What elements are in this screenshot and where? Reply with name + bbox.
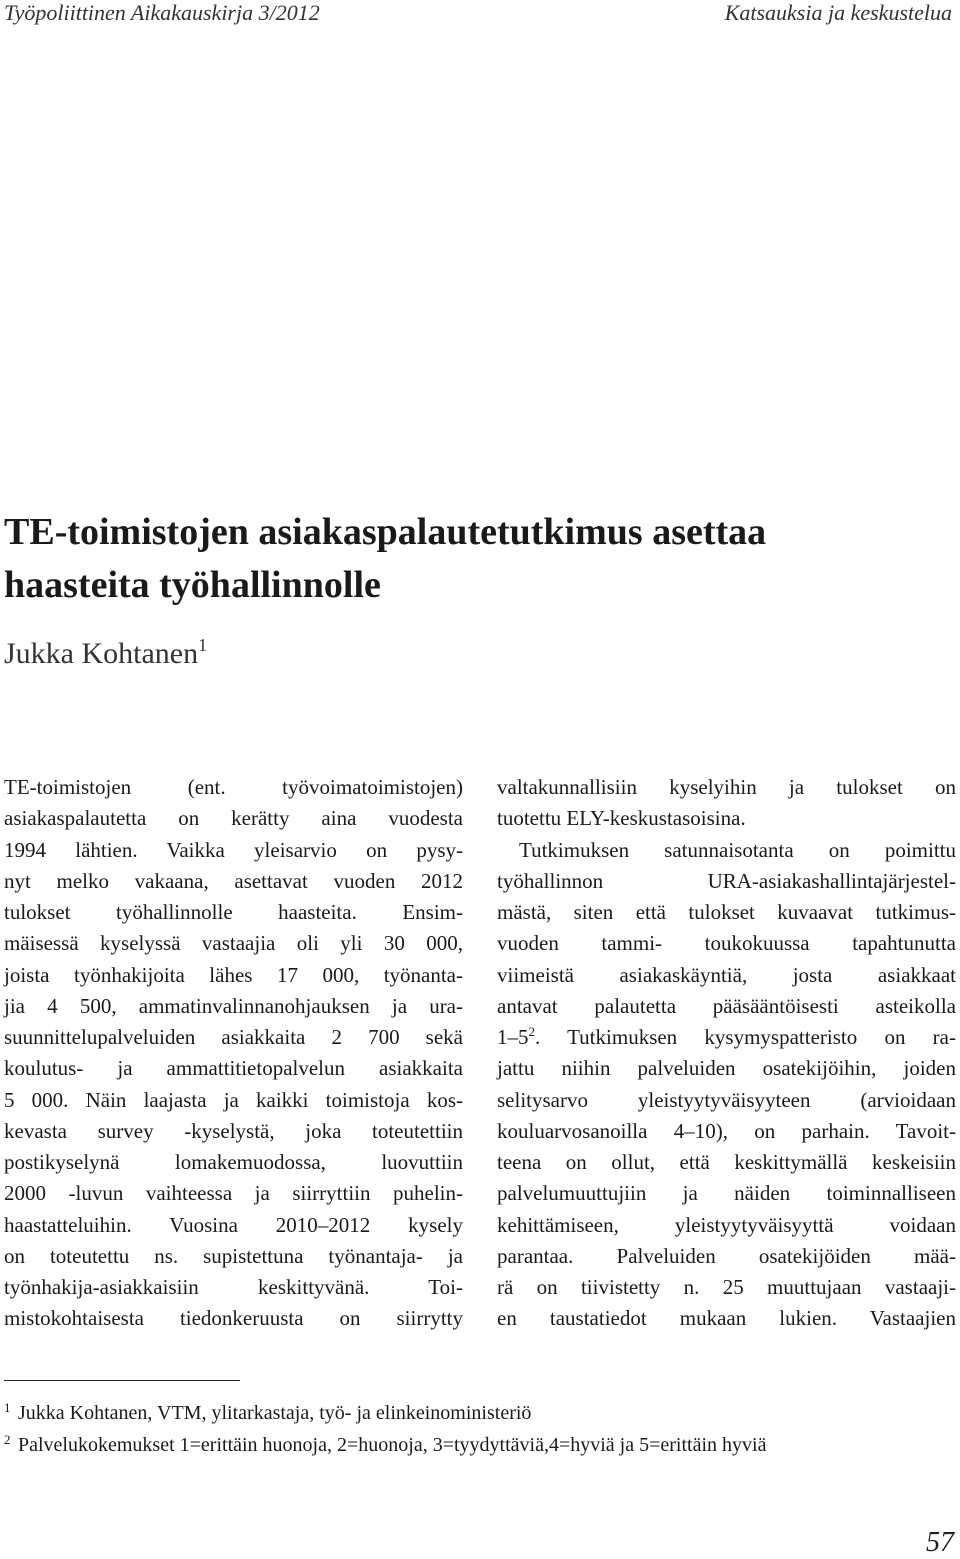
footnotes	[4, 1397, 944, 1461]
body-line: jattu niihin palveluiden osatekijöihin, joiden	[497, 1056, 956, 1081]
page-number: 57	[926, 1527, 954, 1558]
body-line: rä on tiivistetty n. 25 muuttujaan vastaaji-	[497, 1275, 956, 1299]
body-line: 5 000. Näin laajasta ja kaikki toimistoja kos-	[4, 1087, 463, 1112]
title-line: haasteita työhallinnolle	[4, 564, 381, 606]
footnote-text: Palvelukokemukset 1=erittäin huonoja, 2=huonoja, 3=tyydyttäviä,4=hyviä ja 5=erittäin hyviä	[18, 1434, 767, 1456]
body-line: joista työnhakijoita lähes 17 000, työnanta-	[4, 962, 463, 987]
body-line: on toteutettu ns. supistettuna työnantaja- ja	[4, 1243, 463, 1268]
body-line: teena on ollut, että keskittymällä keskeisiin	[497, 1150, 956, 1174]
body-line-continuation: . Tutkimuksen kysymyspatteristo on ra-	[535, 1025, 956, 1049]
body-line: Tutkimuksen satunnaisotanta on poimittu	[519, 837, 956, 862]
body-line: mistokohtaisesta tiedonkeruusta on siirrytty	[4, 1306, 463, 1331]
body-column-right	[497, 772, 956, 1335]
body-line: antavat palautetta pääsääntöisesti asteikolla	[497, 993, 956, 1018]
body-column-left	[4, 772, 463, 1335]
body-line: mästä, siten että tulokset kuvaavat tutkimus-	[497, 900, 956, 924]
body-line: kehittämiseen, yleistyytyväisyyttä voidaan	[497, 1212, 956, 1237]
footnote-separator	[4, 1380, 240, 1381]
body-line: viimeistä asiakaskäyntiä, josta asiakkaat	[497, 962, 956, 987]
body-line: suunnittelupalveluiden asiakkaita 2 700 sekä	[4, 1025, 463, 1049]
body-line-with-note	[497, 1022, 956, 1053]
footnote-1: 1 Jukka Kohtanen, VTM, ylitarkastaja, työ- ja elinkeinoministeriö	[4, 1400, 532, 1424]
body-line: kouluarvosanoilla 4–10), on parhain. Tavoit-	[497, 1118, 956, 1143]
body-line: valtakunnallisiin kyselyihin ja tulokset on	[497, 775, 956, 799]
body-line: parantaa. Palveluiden osatekijöiden mää-	[497, 1243, 956, 1268]
author-footnote-marker: 1	[198, 635, 208, 655]
section-running-head: Katsauksia ja keskustelua	[724, 0, 952, 25]
body-line: nyt melko vakaana, asettavat vuoden 2012	[4, 868, 463, 893]
article-title	[4, 506, 944, 612]
body-line: työhallinnon URA-asiakashallintajärjestel-	[497, 868, 956, 893]
body-line: postikyselynä lomakemuodossa, luovuttiin	[4, 1150, 463, 1174]
body-line: TE-toimistojen (ent. työvoimatoimistojen)	[4, 775, 463, 799]
scale-range: 1–5	[497, 1025, 529, 1049]
body-line: haastatteluihin. Vuosina 2010–2012 kysely	[4, 1212, 463, 1237]
body-line: mäisessä kyselyssä vastaajia oli yli 30 000,	[4, 931, 463, 956]
body-line: työnhakija-asiakkaisiin keskittyvänä. Toi-	[4, 1275, 463, 1299]
body-line: en taustatiedot mukaan lukien. Vastaajien	[497, 1306, 956, 1331]
body-line: vuoden tammi- toukokuussa tapahtunutta	[497, 931, 956, 956]
body-line: jia 4 500, ammatinvalinnanohjauksen ja ura-	[4, 993, 463, 1018]
journal-running-head: Työpoliittinen Aikakauskirja 3/2012	[4, 0, 320, 25]
body-line: asiakaspalautetta on kerätty aina vuodesta	[4, 806, 463, 831]
footnote-text: Jukka Kohtanen, VTM, ylitarkastaja, työ- ja elinkeinoministeriö	[18, 1402, 532, 1424]
body-line: tuotettu ELY-keskustasoisina.	[497, 806, 746, 831]
body-line: 1994 lähtien. Vaikka yleisarvio on pysy-	[4, 837, 463, 862]
body-line: koulutus- ja ammattitietopalvelun asiakkaita	[4, 1056, 463, 1081]
author-name: Jukka Kohtanen	[4, 637, 199, 670]
body-line: tulokset työhallinnolle haasteita. Ensim-	[4, 900, 463, 924]
body-line: selitysarvo yleistyytyväisyyteen (arvioidaan	[497, 1087, 956, 1112]
footnote-2: 2 Palvelukokemukset 1=erittäin huonoja, 2=huonoja, 3=tyydyttäviä,4=hyviä ja 5=erittäin hyviä	[4, 1432, 767, 1456]
author-byline	[4, 634, 207, 674]
title-line: TE-toimistojen asiakaspalautetutkimus asettaa	[4, 511, 767, 553]
body-line: 2000 -luvun vaihteessa ja siirryttiin puhelin-	[4, 1181, 463, 1206]
body-line: palvelumuuttujiin ja näiden toiminnalliseen	[497, 1181, 956, 1206]
body-line: kevasta survey -kyselystä, joka toteutettiin	[4, 1118, 463, 1143]
footnote-reference-2: 2	[528, 1024, 535, 1039]
